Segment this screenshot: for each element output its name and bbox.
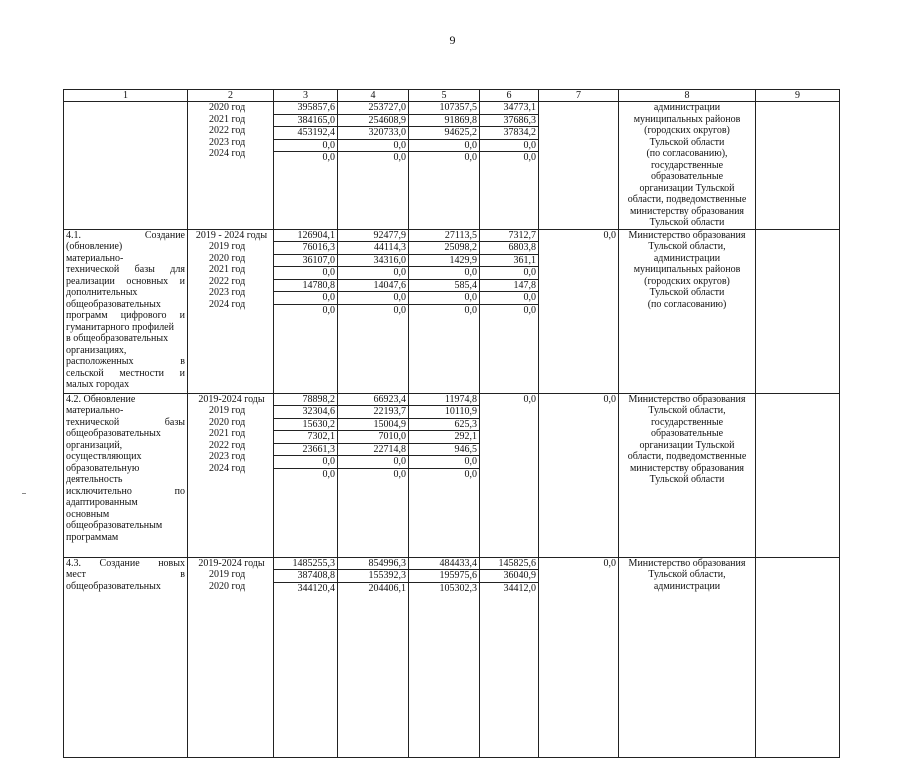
responsible-line: Министерство образования: [628, 557, 746, 569]
responsible-line: образовательные: [650, 171, 724, 182]
amount-value: 0,0: [464, 468, 477, 480]
col-number: 8: [619, 90, 756, 102]
amount-value: 0,0: [393, 304, 406, 316]
responsible-line: Тульской области: [649, 287, 725, 298]
responsible-line: Министерство образования: [628, 229, 746, 241]
amount-cell-c5: [409, 102, 480, 230]
amount-value: 94625,2: [409, 127, 479, 140]
note-cell: [756, 102, 840, 230]
word: Создание: [144, 229, 185, 241]
amount-value: 78898,2: [274, 394, 337, 407]
amount-value: 6803,8: [480, 242, 538, 255]
col-number: 2: [188, 90, 274, 102]
responsible-line: государственные: [650, 159, 724, 171]
amount-value: 34773,1: [480, 102, 538, 115]
activity-name-line: дополнительных: [66, 287, 138, 298]
amount-value: 37686,3: [480, 115, 538, 128]
period-line: 2019 - 2024 годы: [195, 229, 268, 241]
amount-value: 344120,4: [297, 582, 335, 594]
col-number: 4: [338, 90, 409, 102]
amount-value: 0,0: [338, 267, 408, 280]
responsible-line: Министерство образования: [628, 393, 746, 405]
amount-value: 25098,2: [409, 242, 479, 255]
col-number: 6: [480, 90, 539, 102]
activity-name-cell: [64, 229, 188, 393]
activity-name-line: [66, 558, 185, 570]
amount-value: 155392,3: [338, 570, 408, 583]
amount-value: 0,0: [409, 140, 479, 153]
amount-value: 34316,0: [338, 255, 408, 268]
amount-value: 585,4: [409, 280, 479, 293]
amount-value: 0,0: [274, 292, 337, 305]
col-number: 5: [409, 90, 480, 102]
responsible-line: Тульской области: [649, 136, 725, 148]
amount-value: 105302,3: [439, 582, 477, 594]
activity-name-line: материально-: [66, 405, 124, 416]
amount-cell-c3: [274, 102, 338, 230]
amount-value: 0,0: [322, 152, 335, 163]
responsible-line: области, подведомственные: [627, 194, 747, 205]
word: и: [179, 367, 185, 379]
amount-value: 91869,8: [409, 115, 479, 128]
activity-name-line: организациях,: [66, 344, 127, 356]
amount-value: 76016,3: [274, 242, 337, 255]
amount-value: 195975,6: [409, 570, 479, 583]
activity-name-line: гуманитарного профилей: [66, 321, 174, 333]
amount-cell-c6: [480, 229, 539, 393]
responsible-line: Тульской области,: [648, 405, 726, 416]
amount-value: 0,0: [603, 557, 616, 569]
amount-value: 0,0: [409, 267, 479, 280]
responsible-line: (по согласованию): [647, 298, 727, 310]
word: по: [174, 485, 185, 497]
activity-name-line: [66, 230, 185, 242]
amount-cell-c3: [274, 557, 338, 757]
col-number: 3: [274, 90, 338, 102]
period-line: 2019 год: [209, 241, 246, 252]
word: технической: [66, 416, 120, 428]
responsible-line: муниципальных районов: [633, 264, 741, 275]
amount-value: 0,0: [523, 152, 536, 163]
amount-value: 7010,0: [338, 431, 408, 444]
responsible-line: администрации: [653, 102, 721, 113]
col-number: 9: [756, 90, 840, 102]
amount-value: 66923,4: [338, 394, 408, 407]
period-line: 2019 год: [209, 405, 246, 416]
activity-name-line: [66, 569, 185, 581]
amount-cell-c4: [338, 557, 409, 757]
amount-value: 23661,3: [274, 444, 337, 457]
amount-value: 0,0: [338, 140, 408, 153]
amount-value: 453192,4: [274, 127, 337, 140]
activity-name-line: образовательную: [66, 462, 140, 474]
period-line: 2021 год: [209, 113, 246, 125]
period-line: 2023 год: [209, 287, 246, 298]
amount-value: 36040,9: [480, 570, 538, 583]
amount-value: 22193,7: [338, 406, 408, 419]
responsible-line: (городских округов): [644, 125, 730, 136]
amount-value: 625,3: [409, 419, 479, 432]
table-row: [64, 393, 840, 557]
amount-value: 0,0: [480, 267, 538, 280]
amount-value: 0,0: [464, 152, 477, 163]
amount-cell-c4: [338, 102, 409, 230]
word: Создание: [99, 557, 140, 569]
amount-value: 0,0: [480, 292, 538, 305]
amount-value: 14780,8: [274, 280, 337, 293]
activity-name-line: 4.2. Обновление: [66, 393, 136, 405]
activity-name-line: [66, 368, 185, 380]
amount-value: 15630,2: [274, 419, 337, 432]
responsible-cell: [619, 229, 756, 393]
amount-value: 15004,9: [338, 419, 408, 432]
amount-cell-c7: [539, 393, 619, 557]
activity-name-line: общеобразовательных: [66, 580, 161, 592]
word: в: [180, 356, 185, 367]
period-line: 2020 год: [209, 102, 246, 113]
period-cell: [188, 229, 274, 393]
responsible-cell: [619, 393, 756, 557]
table-row: [64, 102, 840, 230]
responsible-line: организации Тульской: [639, 439, 735, 451]
word: технической: [66, 264, 120, 275]
responsible-line: (городских округов): [644, 275, 730, 287]
amount-cell-c6: [480, 102, 539, 230]
amount-value: 395857,6: [274, 102, 337, 115]
amount-value: 11974,8: [409, 394, 479, 407]
word: и: [179, 310, 185, 321]
period-line: 2019 год: [209, 569, 246, 580]
activity-name-line: деятельность: [66, 474, 123, 485]
period-line: 2024 год: [209, 462, 246, 474]
responsible-line: образовательные: [650, 428, 724, 439]
amount-value: 0,0: [338, 456, 408, 469]
activity-name-cell: [64, 102, 188, 230]
amount-value: 0,0: [274, 456, 337, 469]
responsible-cell: [619, 102, 756, 230]
amount-value: 0,0: [322, 304, 335, 316]
responsible-line: министерству образования: [629, 462, 745, 474]
word: исключительно: [66, 485, 132, 497]
activity-name-line: [66, 310, 185, 322]
amount-value: 0,0: [393, 468, 406, 480]
responsible-line: администрации: [653, 580, 721, 592]
activity-name-line: в общеобразовательных: [66, 333, 169, 344]
amount-value: 107357,5: [409, 102, 479, 115]
amount-value: 7302,1: [274, 431, 337, 444]
responsible-line: организации Тульской: [639, 182, 735, 194]
word: местности: [119, 367, 164, 379]
activity-name-line: общеобразовательных: [66, 298, 161, 310]
word: в: [180, 569, 185, 580]
word: базы: [164, 416, 185, 428]
amount-cell-c7: [539, 229, 619, 393]
amount-cell-c7: [539, 557, 619, 757]
word: новых: [158, 557, 185, 569]
period-line: 2020 год: [209, 416, 246, 428]
word: сельской: [66, 367, 104, 379]
amount-value: 1485255,3: [274, 558, 337, 571]
amount-value: 1429,9: [409, 255, 479, 268]
activity-name-line: [66, 264, 185, 276]
responsible-line: области, подведомственные: [627, 451, 747, 462]
word: 4.3.: [66, 557, 81, 569]
period-line: 2024 год: [209, 148, 246, 159]
activity-name-line: (обновление): [66, 241, 123, 252]
word: для: [170, 264, 185, 275]
amount-value: 0,0: [480, 140, 538, 153]
amount-value: 34412,0: [503, 582, 536, 594]
responsible-line: Тульской области: [649, 217, 725, 228]
activity-name-line: осуществляющих: [66, 451, 142, 462]
amount-value: 854996,3: [338, 558, 408, 571]
activity-name-cell: [64, 557, 188, 757]
activity-name-line: материально-: [66, 252, 124, 264]
amount-value: 0,0: [603, 393, 616, 405]
period-cell: [188, 393, 274, 557]
word: реализации: [66, 275, 115, 287]
amount-value: 0,0: [322, 468, 335, 480]
period-line: 2021 год: [209, 428, 246, 439]
column-numbers-row: [64, 90, 840, 102]
word: мест: [66, 569, 86, 580]
responsible-line: государственные: [650, 416, 724, 428]
amount-value: 22714,8: [338, 444, 408, 457]
activity-name-line: [66, 417, 185, 429]
period-line: 2019-2024 годы: [198, 393, 265, 405]
amount-value: 0,0: [393, 152, 406, 163]
amount-cell-c4: [338, 229, 409, 393]
activity-name-line: общеобразовательных: [66, 428, 161, 439]
amount-value: 44114,3: [338, 242, 408, 255]
period-line: 2024 год: [209, 298, 246, 310]
word: цифрового: [120, 310, 167, 321]
activity-name-line: [66, 356, 185, 368]
word: программ: [66, 310, 108, 321]
amount-value: 204406,1: [368, 582, 406, 594]
activity-name-cell: [64, 393, 188, 557]
amount-value: 0,0: [409, 456, 479, 469]
amount-value: 147,8: [480, 280, 538, 293]
table-row: [64, 229, 840, 393]
amount-value: 253727,0: [338, 102, 408, 115]
amount-cell-c5: [409, 557, 480, 757]
amount-cell-c4: [338, 393, 409, 557]
word: базы: [134, 264, 155, 275]
responsible-line: администрации: [653, 252, 721, 264]
period-line: 2021 год: [209, 264, 246, 275]
amount-value: 0,0: [274, 267, 337, 280]
period-line: 2022 год: [209, 275, 246, 287]
amount-value: 37834,2: [480, 127, 538, 140]
amount-value: 0,0: [274, 140, 337, 153]
period-line: 2023 год: [209, 451, 246, 462]
amount-value: 320733,0: [338, 127, 408, 140]
amount-value: 361,1: [480, 255, 538, 268]
amount-value: 7312,7: [480, 230, 538, 243]
amount-cell-c7: [539, 102, 619, 230]
amount-cell-c6: [480, 393, 539, 557]
responsible-cell: [619, 557, 756, 757]
margin-mark: [22, 493, 26, 494]
period-line: 2022 год: [209, 439, 246, 451]
activity-name-line: адаптированным: [66, 497, 138, 508]
amount-value: 384165,0: [274, 115, 337, 128]
period-line: 2020 год: [209, 252, 246, 264]
amount-value: 32304,6: [274, 406, 337, 419]
amount-cell-c5: [409, 229, 480, 393]
period-line: 2020 год: [209, 580, 246, 592]
amount-value: 292,1: [409, 431, 479, 444]
amount-value: 387408,8: [274, 570, 337, 583]
responsible-line: муниципальных районов: [633, 113, 741, 125]
table-row: [64, 557, 840, 757]
program-table: [63, 89, 840, 758]
note-cell: [756, 557, 840, 757]
amount-cell-c5: [409, 393, 480, 557]
col-number: 7: [539, 90, 619, 102]
responsible-line: министерству образования: [629, 205, 745, 217]
responsible-line: Тульской области,: [648, 569, 726, 580]
responsible-line: Тульской области: [649, 474, 725, 485]
word: 4.1.: [66, 229, 81, 241]
activity-name-line: малых городах: [66, 379, 130, 390]
amount-value: 92477,9: [338, 230, 408, 243]
responsible-line: Тульской области,: [648, 241, 726, 252]
amount-value: 254608,9: [338, 115, 408, 128]
word: основных: [126, 275, 169, 287]
period-cell: [188, 102, 274, 230]
word: и: [179, 275, 185, 287]
word: расположенных: [66, 356, 134, 367]
period-line: 2022 год: [209, 125, 246, 136]
note-cell: [756, 393, 840, 557]
activity-name-line: организаций,: [66, 439, 123, 451]
amount-value: 27113,5: [409, 230, 479, 243]
activity-name-line: [66, 276, 185, 288]
amount-value: 0,0: [523, 393, 536, 405]
amount-value: 0,0: [523, 304, 536, 316]
amount-value: 484433,4: [409, 558, 479, 571]
amount-value: 126904,1: [274, 230, 337, 243]
period-line: 2019-2024 годы: [198, 557, 265, 569]
amount-value: 0,0: [464, 304, 477, 316]
note-cell: [756, 229, 840, 393]
amount-value: 10110,9: [409, 406, 479, 419]
activity-name-line: программам: [66, 531, 119, 543]
activity-name-line: основным: [66, 508, 110, 520]
period-cell: [188, 557, 274, 757]
amount-cell-c3: [274, 393, 338, 557]
period-line: 2023 год: [209, 136, 246, 148]
amount-value: 0,0: [409, 292, 479, 305]
page-number: 9: [449, 33, 456, 47]
amount-cell-c3: [274, 229, 338, 393]
amount-value: 145825,6: [480, 558, 538, 571]
amount-value: 14047,6: [338, 280, 408, 293]
amount-value: 946,5: [409, 444, 479, 457]
responsible-line: (по согласованию),: [646, 148, 728, 159]
amount-value: 0,0: [338, 292, 408, 305]
amount-value: 36107,0: [274, 255, 337, 268]
amount-cell-c6: [480, 557, 539, 757]
amount-value: 0,0: [603, 229, 616, 241]
activity-name-line: [66, 486, 185, 498]
col-number: 1: [64, 90, 188, 102]
activity-name-line: общеобразовательным: [66, 520, 163, 531]
